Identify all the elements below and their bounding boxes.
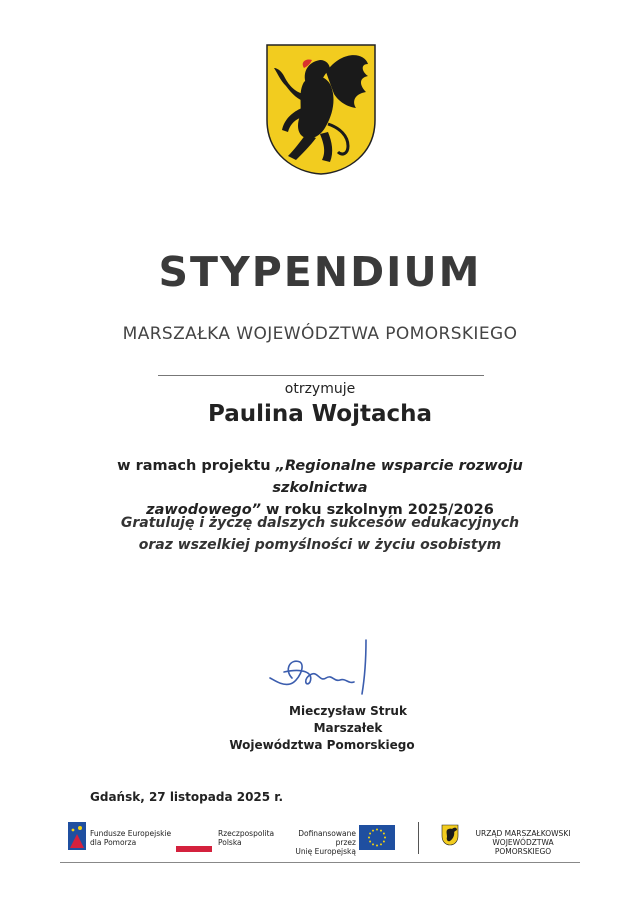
griffin-coat-of-arms-icon (264, 42, 378, 176)
poland-flag-icon (176, 841, 212, 852)
rp-line-2: Polska (218, 838, 242, 847)
project-name-line1: „Regionalne wsparcie rozwoju szkolnictwa (272, 458, 523, 496)
fe-line-2: dla Pomorza (90, 838, 137, 847)
griffin-small-crest-icon (441, 824, 459, 846)
divider-line (158, 375, 484, 376)
project-name-line2: zawodowego” (146, 502, 261, 518)
footer-divider (418, 822, 419, 854)
ue-label (282, 829, 356, 856)
signer-block (222, 703, 422, 754)
project-suffix: w roku szkolnym 2025/2026 (261, 502, 494, 518)
footer-rule (60, 862, 580, 863)
umwp-line-2: WOJEWÓDZTWA POMORSKIEGO (492, 838, 554, 856)
ue-line-2: Unię Europejską (295, 847, 356, 856)
signer-role: Marszałek (313, 721, 383, 735)
umwp-label (466, 829, 580, 856)
rp-line-1: Rzeczpospolita (218, 829, 275, 838)
handwritten-signature (262, 638, 382, 700)
congrats-line-2: oraz wszelkiej pomyślności w życiu osobistym (138, 537, 502, 553)
umwp-line-1: URZĄD MARSZAŁKOWSKI (475, 829, 571, 838)
place-date: Gdańsk, 27 listopada 2025 r. (90, 790, 284, 804)
congrats-line-1: Gratuluję i życzę dalszych sukcesów edukacyjnych (120, 515, 520, 531)
certificate-title: STYPENDIUM (158, 248, 482, 296)
eu-flag-icon (359, 825, 395, 850)
receives-label: otrzymuje (284, 381, 356, 397)
ue-line-1: Dofinansowane przez (298, 829, 356, 847)
certificate-subtitle: MARSZAŁKA WOJEWÓDZTWA POMORSKIEGO (122, 324, 518, 344)
signer-name: Mieczysław Struk (289, 704, 407, 718)
recipient-name: Paulina Wojtacha (207, 401, 433, 427)
footer-logos (0, 820, 640, 862)
rp-label (218, 829, 274, 847)
congratulations-text (100, 512, 540, 556)
fe-line-1: Fundusze Europejskie (90, 829, 172, 838)
project-prefix: w ramach projektu (117, 458, 276, 474)
signer-office: Województwa Pomorskiego (229, 738, 415, 752)
european-funds-logo-icon (68, 822, 86, 850)
fe-label (90, 829, 171, 847)
